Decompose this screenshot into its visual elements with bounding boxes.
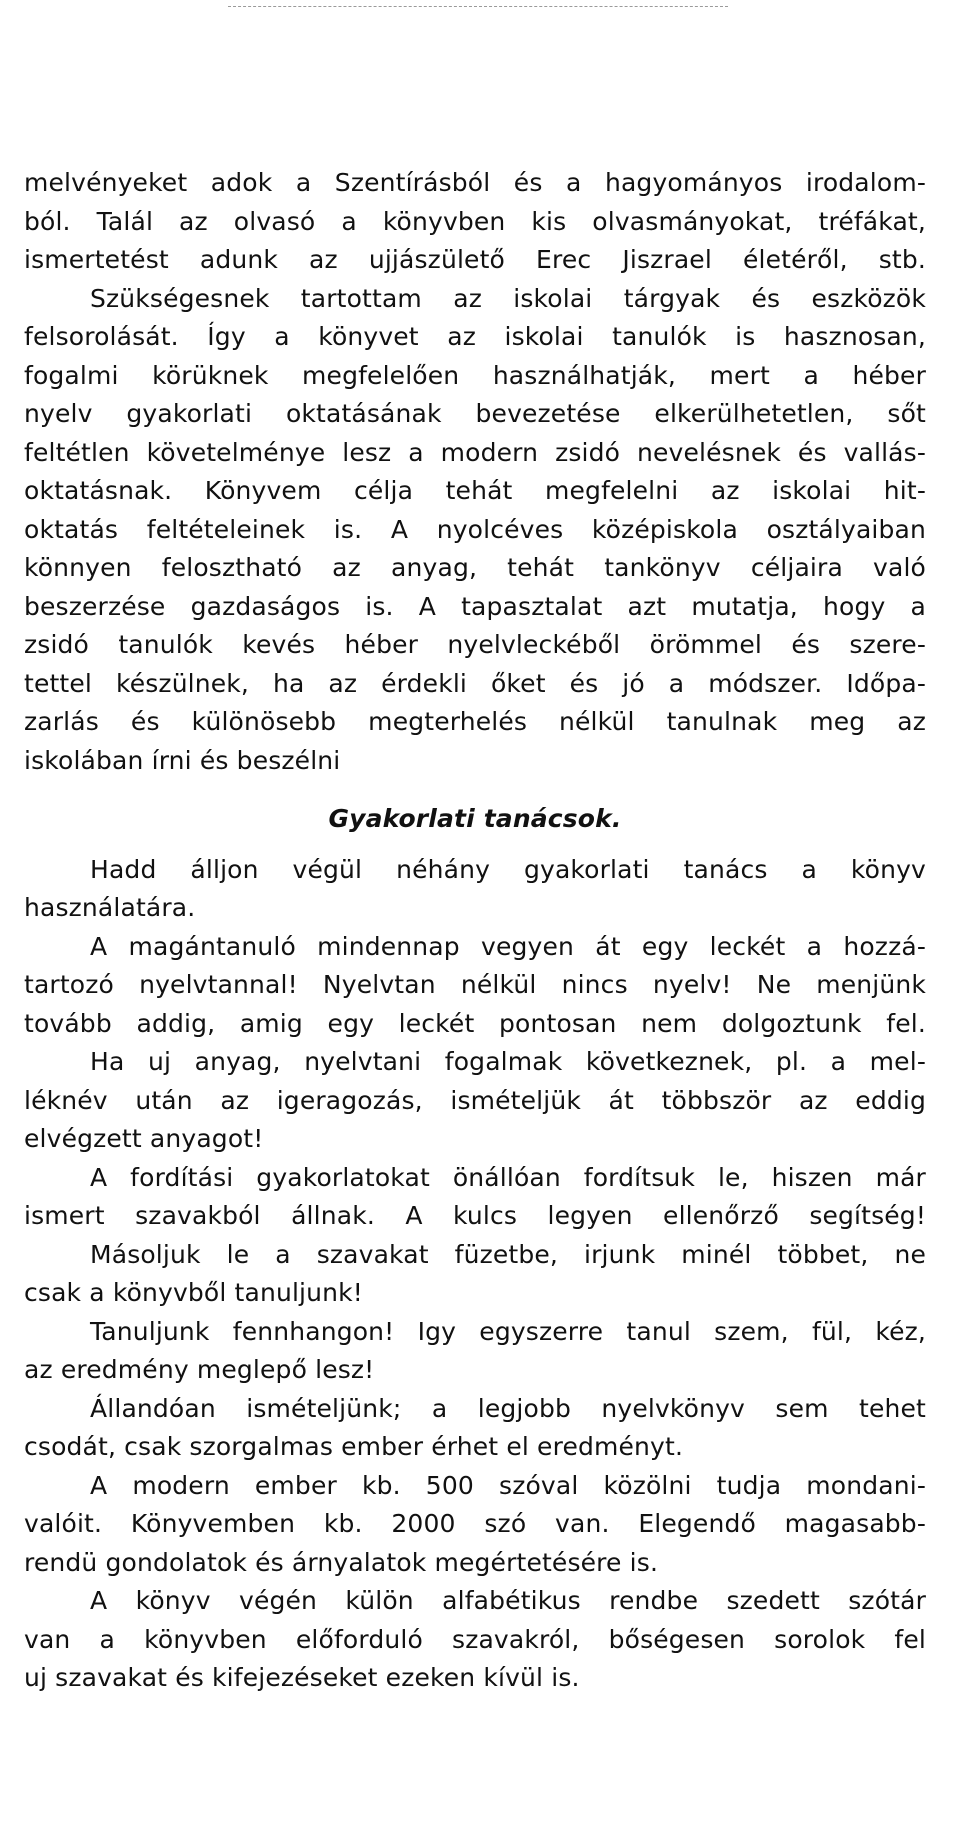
text-line: léknév után az igeragozás, ismételjük át többször az eddig	[24, 1085, 926, 1115]
text-line: feltétlen követelménye lesz a modern zsidó nevelésnek és vallás-	[24, 437, 926, 467]
text-line: fogalmi körüknek megfelelően használhatják, mert a héber	[24, 360, 926, 390]
text-line: valóit. Könyvemben kb. 2000 szó van. Elegendő magasabb-	[24, 1509, 926, 1538]
paragraph	[24, 280, 926, 781]
text-line: van a könyvben előforduló szavakról, bőségesen sorolok fel	[24, 1624, 926, 1654]
text-line: Másoljuk le a szavakat füzetbe, irjunk minél többet, ne	[90, 1239, 926, 1269]
text-line: A magántanuló mindennap vegyen át egy leckét a hozzá-	[90, 931, 926, 961]
text-line: ismertetést adunk az ujjászülető Erec Jiszrael életéről, stb.	[24, 245, 926, 274]
text-line: ból. Talál az olvasó a könyvben kis olvasmányokat, tréfákat,	[24, 206, 926, 236]
text-line: csodát, csak szorgalmas ember érhet el eredményt.	[24, 1432, 684, 1461]
text-line: Ha uj anyag, nyelvtani fogalmak következnek, pl. a mel-	[90, 1047, 926, 1076]
paragraph	[24, 1582, 926, 1698]
text-line: A fordítási gyakorlatokat önállóan fordítsuk le, hiszen már	[90, 1162, 926, 1192]
paragraph	[24, 928, 926, 1044]
text-line: oktatás feltételeinek is. A nyolcéves középiskola osztályaiban	[24, 514, 926, 544]
paragraph	[24, 851, 926, 928]
text-line: Hadd álljon végül néhány gyakorlati tanács a könyv	[90, 854, 926, 884]
text-line: oktatásnak. Könyvem célja tehát megfelelni az iskolai hit-	[24, 476, 926, 505]
text-line: nyelv gyakorlati oktatásának bevezetése elkerülhetetlen, sőt	[24, 399, 926, 428]
paragraph	[24, 1390, 926, 1467]
text-line: zsidó tanulók kevés héber nyelvleckéből örömmel és szere-	[24, 630, 926, 659]
text-line: beszerzése gazdaságos is. A tapasztalat azt mutatja, hogy a	[24, 591, 926, 621]
text-line: uj szavakat és kifejezéseket ezeken kívül is.	[24, 1663, 580, 1692]
text-line: ismert szavakból állnak. A kulcs legyen ellenőrző segítség!	[24, 1201, 926, 1230]
text-line: tartozó nyelvtannal! Nyelvtan nélkül nincs nyelv! Ne menjünk	[24, 970, 926, 999]
paragraph	[24, 1313, 926, 1390]
text-line: rendü gondolatok és árnyalatok megértetésére is.	[24, 1547, 659, 1577]
paragraph	[24, 1043, 926, 1159]
text-line: használatára.	[24, 893, 196, 922]
paragraph	[24, 1467, 926, 1583]
text-line: zarlás és különösebb megterhelés nélkül tanulnak meg az	[24, 707, 926, 736]
paragraph	[24, 164, 926, 280]
text-line: melvényeket adok a Szentírásból és a hagyományos irodalom-	[24, 168, 926, 197]
text-line: elvégzett anyagot!	[24, 1124, 264, 1153]
section-heading: Gyakorlati tanácsok.	[328, 804, 622, 833]
paragraph	[24, 1236, 926, 1313]
text-line: felsorolását. Így a könyvet az iskolai tanulók is hasznosan,	[24, 322, 926, 351]
text-line: Állandóan ismételjünk; a legjobb nyelvkönyv sem tehet	[90, 1393, 926, 1423]
top-rule	[228, 6, 728, 7]
text-line: A könyv végén külön alfabétikus rendbe szedett szótár	[90, 1586, 926, 1615]
text-line: tettel készülnek, ha az érdekli őket és jó a módszer. Időpa-	[24, 668, 926, 698]
paragraph	[24, 1159, 926, 1236]
text-line: csak a könyvből tanuljunk!	[24, 1278, 363, 1307]
text-line: Tanuljunk fennhangon! Igy egyszerre tanul szem, fül, kéz,	[90, 1316, 926, 1346]
text-line: tovább addig, amig egy leckét pontosan nem dolgoztunk fel.	[24, 1008, 926, 1038]
text-line: iskolában írni és beszélni	[24, 745, 341, 775]
text-line: könnyen felosztható az anyag, tehát tankönyv céljaira való	[24, 553, 926, 582]
text-line: A modern ember kb. 500 szóval közölni tudja mondani-	[90, 1470, 926, 1500]
page-body	[24, 164, 926, 1698]
text-line: Szükségesnek tartottam az iskolai tárgyak és eszközök	[90, 283, 926, 313]
text-line: az eredmény meglepő lesz!	[24, 1355, 375, 1384]
